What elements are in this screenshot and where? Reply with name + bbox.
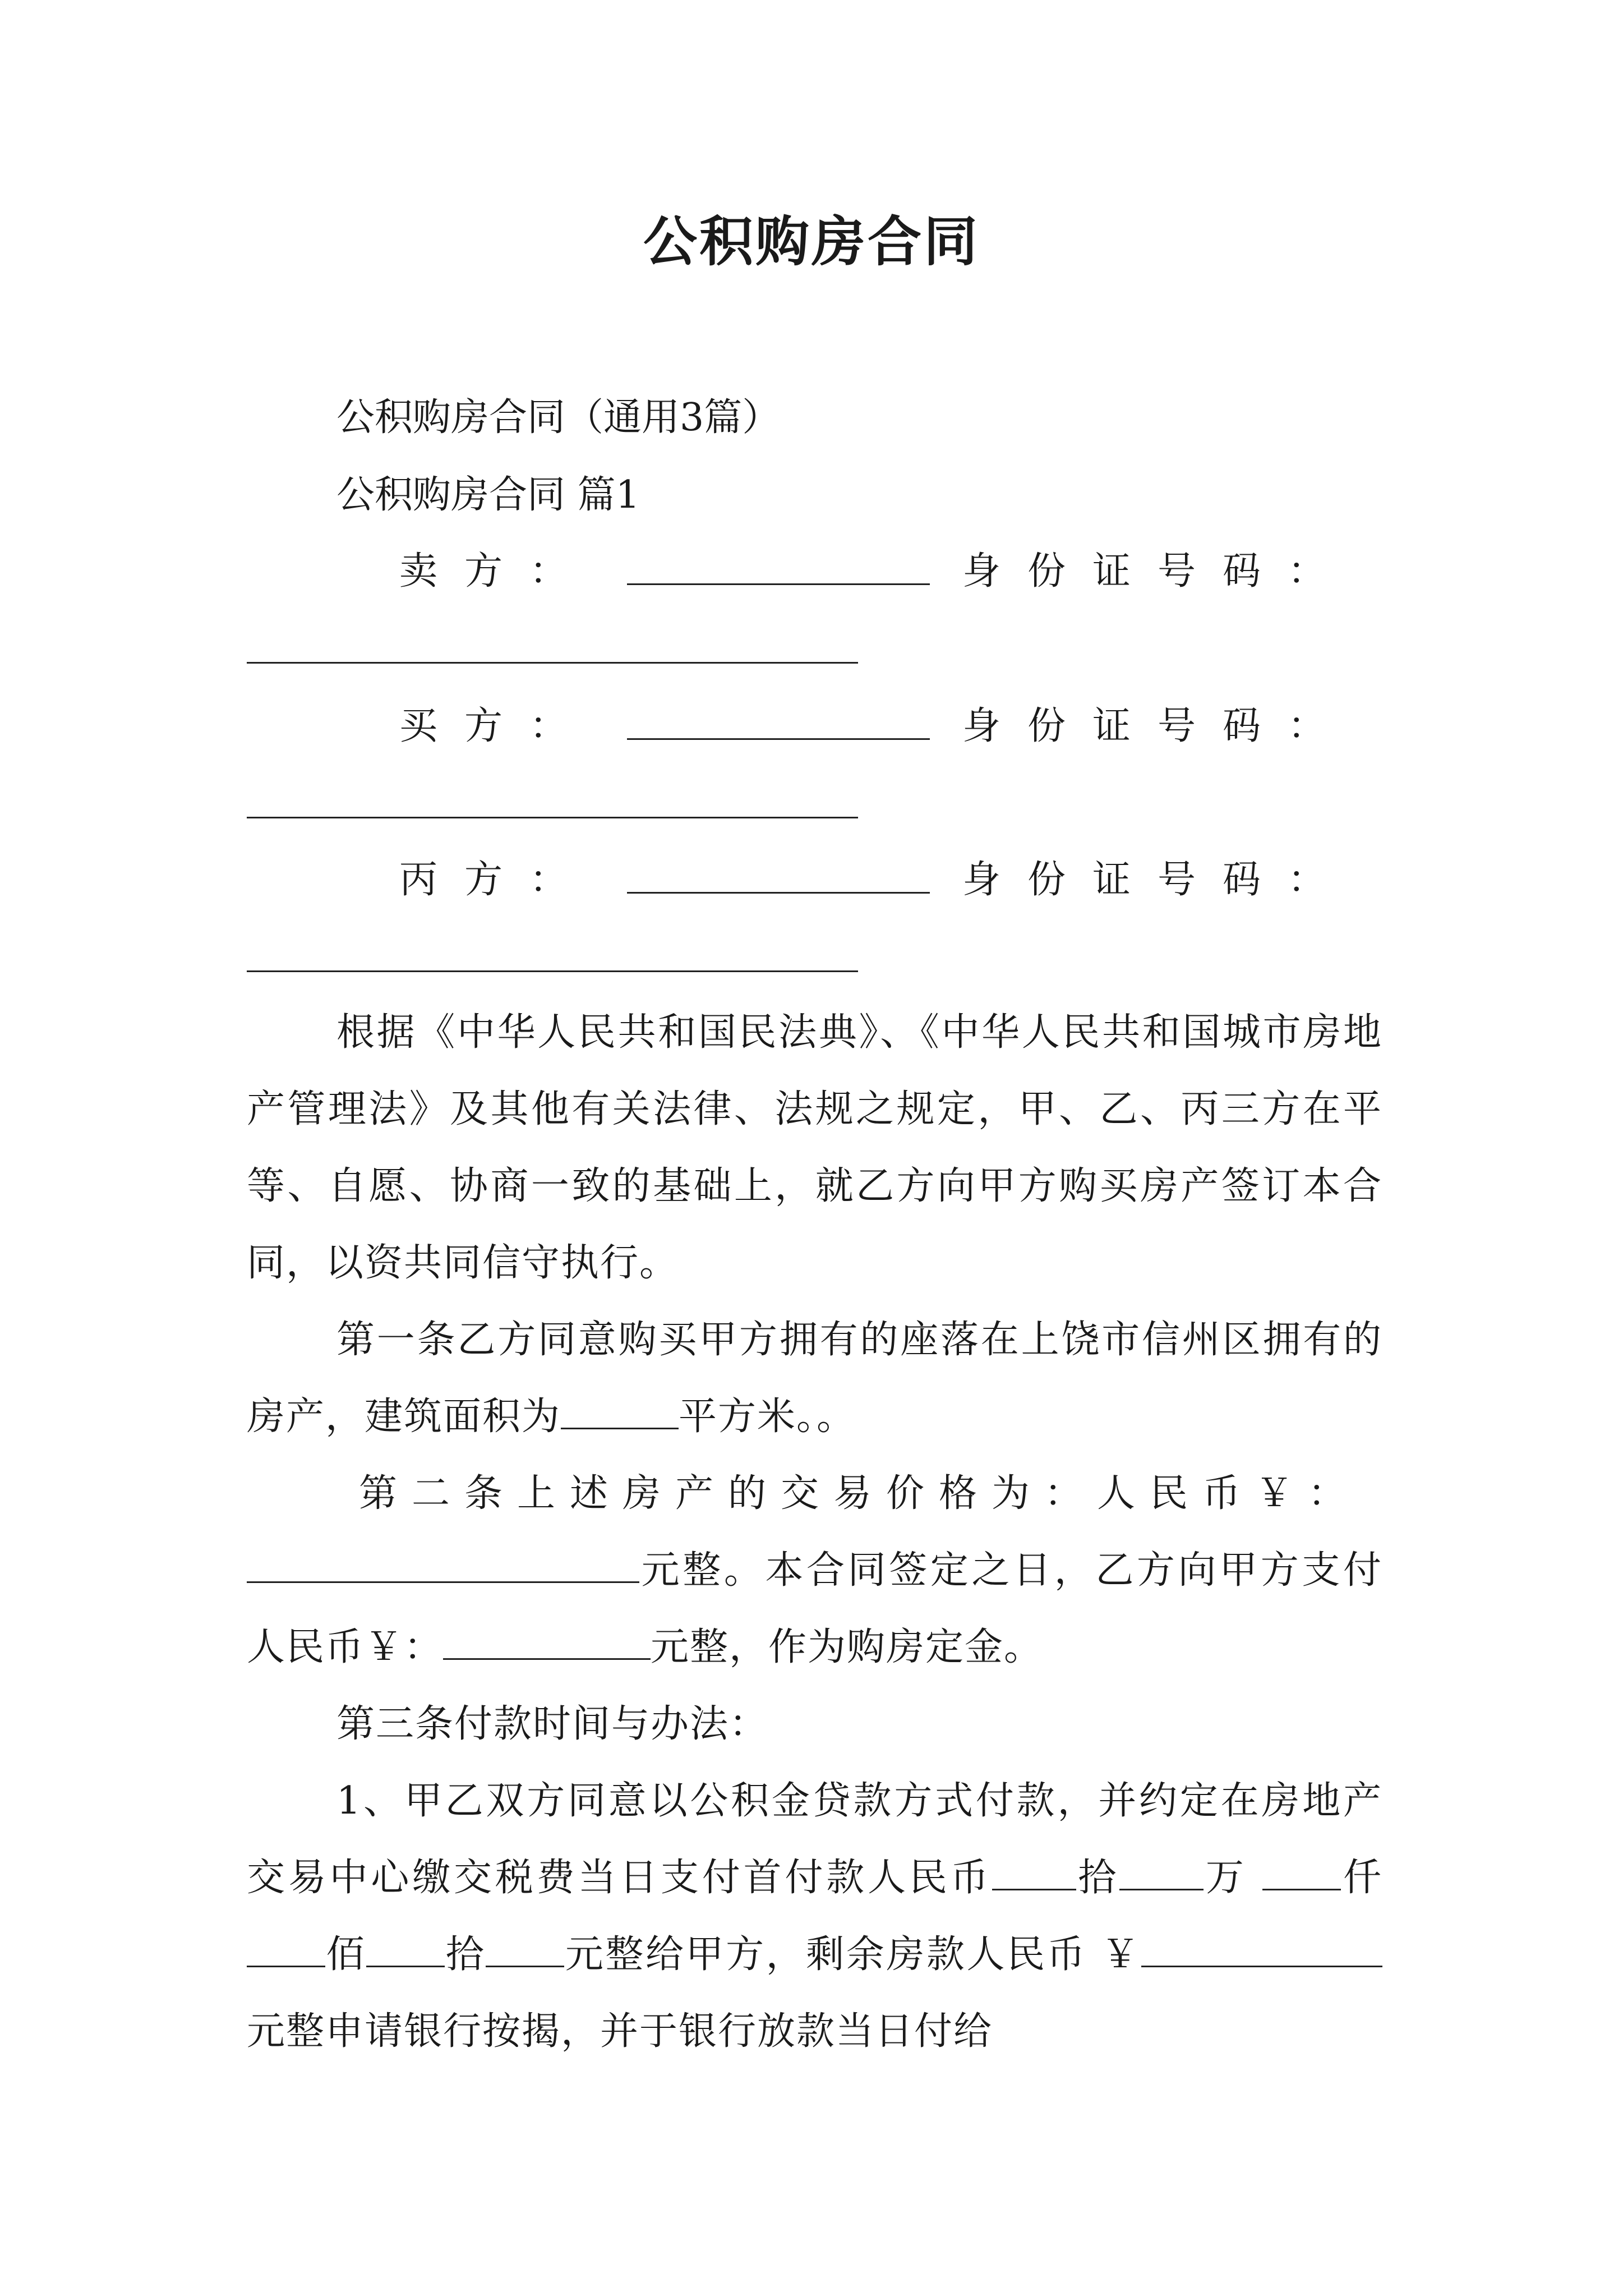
party-seller-id-blank[interactable] xyxy=(247,662,858,664)
part-heading: 公积购房合同 篇1 xyxy=(336,473,640,517)
blank-qian[interactable] xyxy=(1262,1856,1341,1890)
party-buyer-label: 买方： xyxy=(399,704,595,748)
unit-shi: 拾 xyxy=(1076,1856,1120,1900)
article-1-paragraph xyxy=(247,1301,1382,1455)
article-3-item-1 xyxy=(247,1763,1382,2070)
loan-amount-blank[interactable] xyxy=(1141,1933,1382,1967)
intro-paragraph: 根据《中华人民共和国民法典》、《中华人民共和国城市房地产管理法》及其他有关法律、法规之规定，甲、乙、丙三方在平等、自愿、协商一致的基础上，就乙方向甲方购买房产签订本合同，以资共同信守执行。 xyxy=(247,1010,1382,1285)
article-2-text-c: 元整，作为购房定金。 xyxy=(651,1625,1044,1669)
party-third-id-label: 身份证号码： xyxy=(962,858,1353,902)
party-seller-label: 卖方： xyxy=(399,549,595,593)
article-1-text-a: 第一条乙方同意购买甲方拥有的座落在上饶市信州区拥有的房产，建筑面积为 xyxy=(247,1318,1382,1439)
article-2-line-1: 第二条上述房产的交易价格为：人民币￥： xyxy=(359,1471,1361,1516)
yuan-symbol: ￥ xyxy=(1101,1932,1141,1977)
party-buyer-id-blank[interactable] xyxy=(247,817,858,818)
party-buyer-id-label: 身份证号码： xyxy=(962,704,1353,748)
party-third-label: 丙方： xyxy=(399,858,595,902)
article-3-text-g: 元整给甲方，剩余房款人民币 xyxy=(564,1932,1087,1977)
party-seller-name-blank[interactable] xyxy=(627,583,930,585)
article-2-paragraph xyxy=(247,1532,1382,1686)
article-3-text-a: 1、甲乙双方同意以公积金贷款方式付款，并约定在房地产交易中心缴交税费当日支付首付款人民币 xyxy=(247,1779,1382,1900)
article-3-heading: 第三条付款时间与办法： xyxy=(336,1702,769,1746)
blank-yuan[interactable] xyxy=(486,1933,564,1967)
unit-qian: 仟 xyxy=(1341,1856,1382,1900)
unit-shi-2: 拾 xyxy=(445,1932,486,1977)
unit-wan: 万 xyxy=(1204,1856,1247,1900)
article-3-text-i: 元整申请银行按揭，并于银行放款当日付给 xyxy=(247,2009,993,2054)
price-blank[interactable] xyxy=(247,1549,639,1583)
party-seller-id-label: 身份证号码： xyxy=(962,549,1353,593)
party-buyer-name-blank[interactable] xyxy=(627,738,930,740)
article-2-text-b: 元整。本合同签定之日，乙方向甲方支付人民币￥： xyxy=(247,1548,1382,1669)
party-third-name-blank[interactable] xyxy=(627,892,930,894)
blank-shi-wan[interactable] xyxy=(992,1856,1076,1890)
blank-bai[interactable] xyxy=(247,1933,325,1967)
blank-wan[interactable] xyxy=(1119,1856,1204,1890)
unit-bai: 佰 xyxy=(325,1932,367,1977)
area-blank[interactable] xyxy=(561,1395,679,1429)
page-title: 公积购房合同 xyxy=(643,210,980,273)
deposit-blank[interactable] xyxy=(443,1626,651,1660)
blank-shi[interactable] xyxy=(366,1933,445,1967)
document-subtitle: 公积购房合同（通用3篇） xyxy=(336,395,781,440)
party-third-id-blank[interactable] xyxy=(247,970,858,972)
article-1-text-b: 平方米。。 xyxy=(679,1395,856,1439)
